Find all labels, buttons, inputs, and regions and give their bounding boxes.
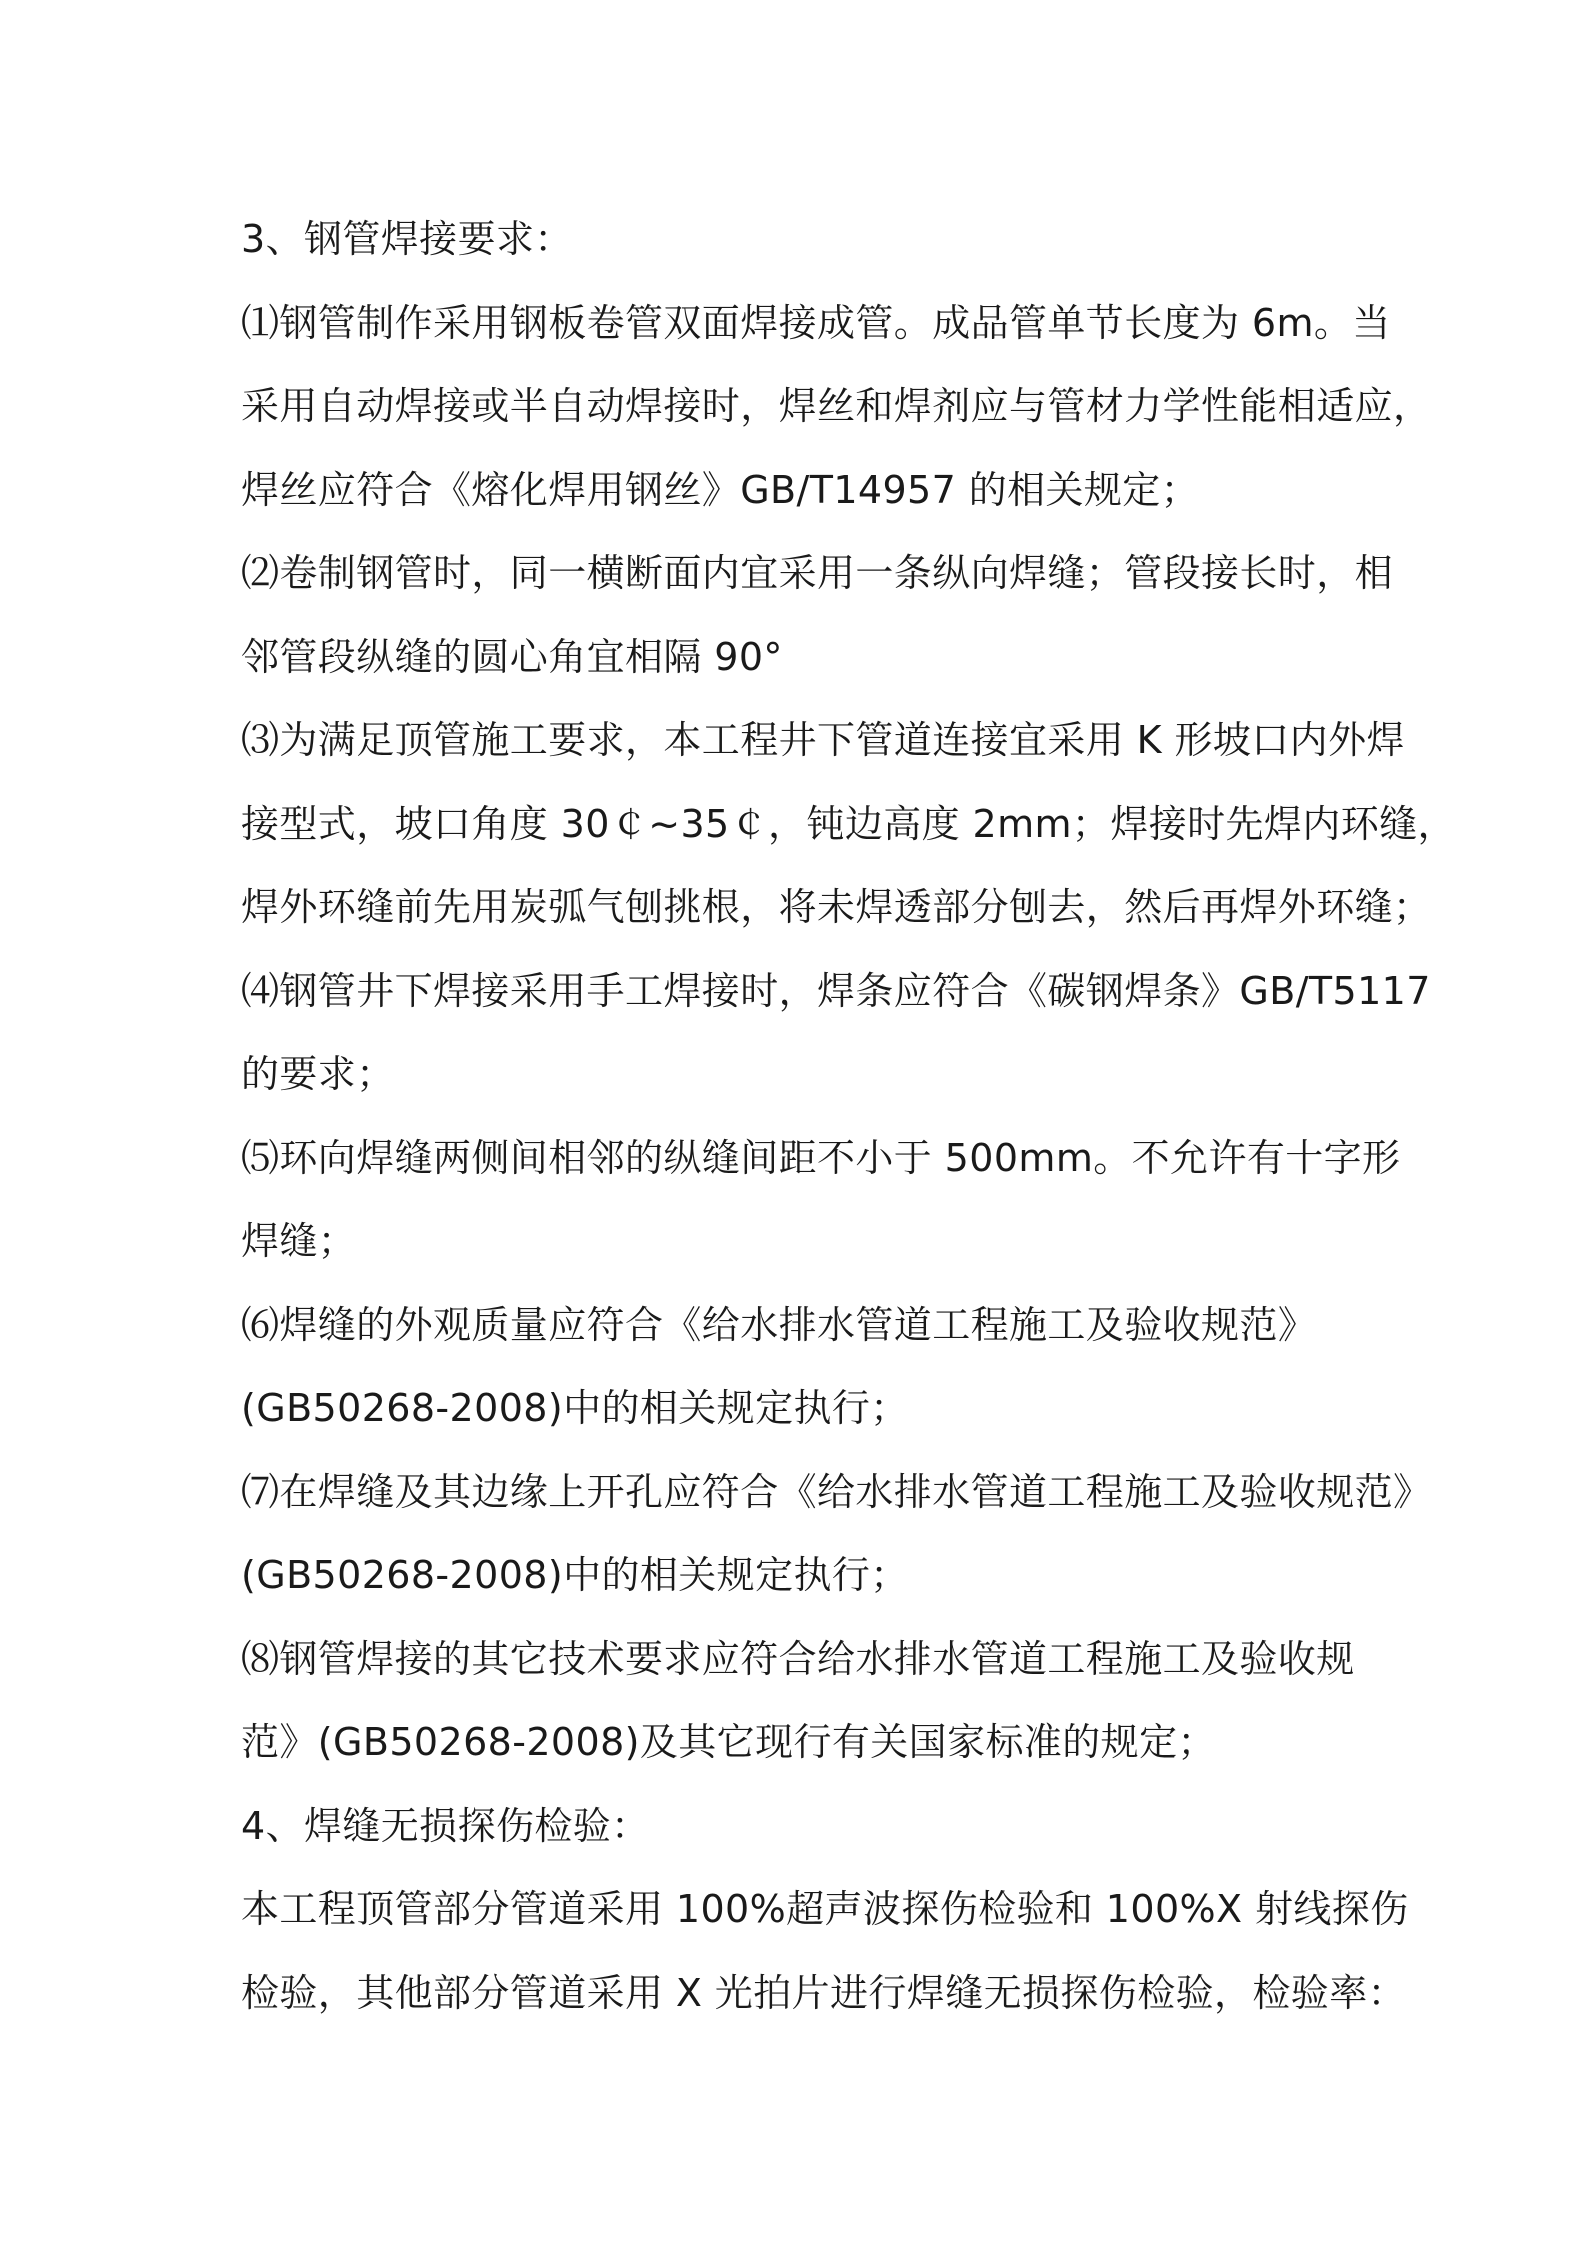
- paragraph-line: ⑺在焊缝及其边缘上开孔应符合《给水排水管道工程施工及验收规范》: [241, 1469, 1432, 1514]
- paragraph-line: (GB50268-2008)中的相关规定执行；: [241, 1553, 909, 1597]
- paragraph-line: ⑴钢管制作采用钢板卷管双面焊接成管。成品管单节长度为 6m。当: [241, 300, 1391, 345]
- paragraph-line: ⑵卷制钢管时，同一横断面内宜采用一条纵向焊缝；管段接长时，相: [241, 551, 1394, 595]
- paragraph-line: 检验，其他部分管道采用 X 光拍片进行焊缝无损探伤检验，检验率：: [241, 1970, 1406, 2015]
- paragraph-line: 焊外环缝前先用炭弧气刨挑根，将未焊透部分刨去，然后再焊外环缝；: [241, 885, 1432, 929]
- paragraph-line: ⑻钢管焊接的其它技术要求应符合给水排水管道工程施工及验收规: [241, 1636, 1355, 1681]
- paragraph-line: 焊缝；: [241, 1219, 357, 1263]
- paragraph-line: 邻管段纵缝的圆心角宜相隔 90°: [241, 634, 783, 679]
- section-heading: 3、钢管焊接要求：: [241, 217, 573, 261]
- paragraph-line: ⑷钢管井下焊接采用手工焊接时，焊条应符合《碳钢焊条》GB/T5117: [241, 968, 1431, 1013]
- document-body: [241, 198, 1456, 2035]
- paragraph-line: ⑶为满足顶管施工要求，本工程井下管道连接宜采用 K 形坡口内外焊: [241, 718, 1405, 762]
- paragraph-line: (GB50268-2008)中的相关规定执行；: [241, 1386, 909, 1430]
- paragraph-line: 接型式，坡口角度 30￠~35￠，钝边高度 2mm；焊接时先焊内环缝，: [241, 801, 1456, 846]
- paragraph-line: ⑸环向焊缝两侧间相邻的纵缝间距不小于 500mm。不允许有十字形: [241, 1135, 1401, 1180]
- paragraph-line: 焊丝应符合《熔化焊用钢丝》GB/T14957 的相关规定；: [241, 467, 1200, 512]
- section-heading: 4、焊缝无损探伤检验：: [241, 1803, 650, 1848]
- paragraph-line: ⑹焊缝的外观质量应符合《给水排水管道工程施工及验收规范》: [241, 1302, 1317, 1347]
- paragraph-line: 范》(GB50268-2008)及其它现行有关国家标准的规定；: [241, 1720, 1216, 1764]
- paragraph-line: 本工程顶管部分管道采用 100%超声波探伤检验和 100%X 射线探伤: [241, 1887, 1409, 1931]
- paragraph-line: 的要求；: [241, 1052, 395, 1096]
- paragraph-line: 采用自动焊接或半自动焊接时，焊丝和焊剂应与管材力学性能相适应，: [241, 384, 1432, 428]
